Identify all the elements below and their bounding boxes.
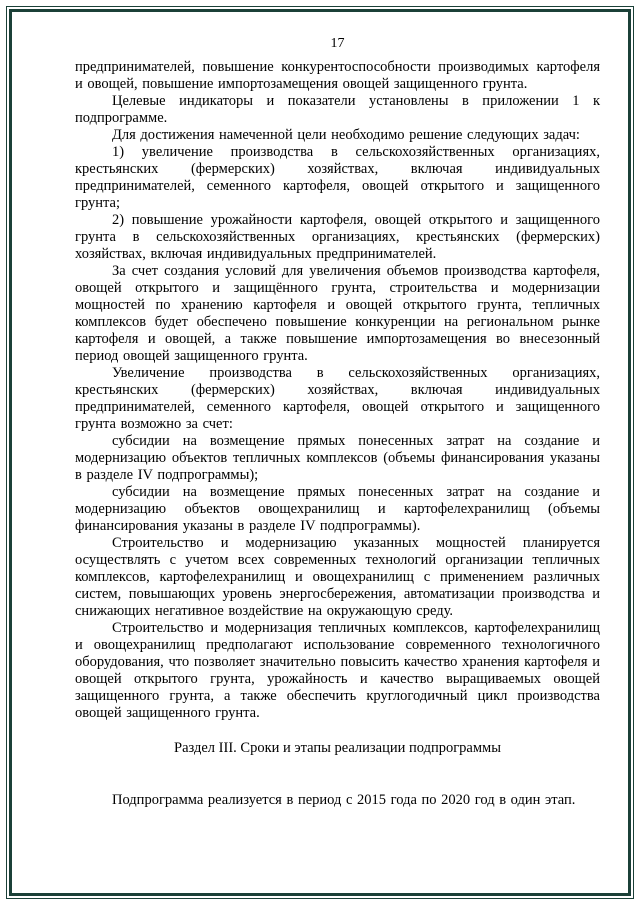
paragraph: Целевые индикаторы и показатели установлены в приложении 1 к подпрограмме. — [75, 93, 600, 126]
paragraph: Для достижения намеченной цели необходимо решение следующих задач: — [112, 127, 580, 143]
section-heading: Раздел III. Сроки и этапы реализации подпрограммы — [174, 740, 501, 756]
paragraph: Увеличение производства в сельскохозяйственных организациях, крестьянских (фермерских) хозяйствах, включая индивидуальных предпринимателей, семенного картофеля, овощей открытого и защищенного грунта возможно за счет: — [75, 365, 600, 432]
paragraph: Строительство и модернизация тепличных комплексов, картофелехранилищ и овощехранилищ предполагают использование современного технологичного оборудования, что позволяет значительно повысить качество хранения картофеля и овощей открытого грунта, урожайность и качество выращиваемых овощей защищенного грунта, а также обеспечить круглогодичный цикл производства овощей защищенного грунта. — [75, 620, 600, 721]
page-border-inner — [9, 9, 631, 896]
paragraph: 1) увеличение производства в сельскохозяйственных организациях, крестьянских (фермерских) хозяйствах, включая индивидуальных предпринимателей, семенного картофеля, овощей открытого и защищенного грунта; — [75, 144, 600, 211]
page-number: 17 — [330, 36, 345, 51]
page-border-outer — [6, 6, 634, 899]
paragraph: предпринимателей, повышение конкурентоспособности производимых картофеля и овощей, повышение импортозамещения овощей защищенного грунта. — [75, 59, 600, 92]
page-content — [12, 12, 628, 893]
paragraph: Подпрограмма реализуется в период с 2015 года по 2020 год в один этап. — [112, 792, 576, 808]
paragraph: За счет создания условий для увеличения объемов производства картофеля, овощей открытого и защищённого грунта, строительства и модернизации мощностей по хранению картофеля и овощей открытого грунта, тепличных комплексов будет обеспечено повышение конкуренции на региональном рынке картофеля и овощей, а также повышение импортозамещения во внесезонный период овощей защищенного грунта. — [75, 263, 600, 364]
paragraph: субсидии на возмещение прямых понесенных затрат на создание и модернизацию объектов тепличных комплексов (объемы финансирования указаны в разделе IV подпрограммы); — [75, 433, 600, 483]
paragraph: субсидии на возмещение прямых понесенных затрат на создание и модернизацию объектов овощехранилищ и картофелехранилищ (объемы финансирования указаны в разделе IV подпрограммы). — [75, 484, 600, 534]
document-body — [75, 59, 600, 809]
paragraph: Строительство и модернизацию указанных мощностей планируется осуществлять с учетом всех современных технологий организации тепличных комплексов, картофелехранилищ и овощехранилищ с применением различных систем, повышающих уровень энергосбережения, автоматизации производства и снижающих негативное воздействие на окружающую среду. — [75, 535, 600, 619]
paragraph: 2) повышение урожайности картофеля, овощей открытого и защищенного грунта в сельскохозяйственных организациях, крестьянских (фермерских) хозяйствах, включая индивидуальных предпринимателей. — [75, 212, 600, 262]
